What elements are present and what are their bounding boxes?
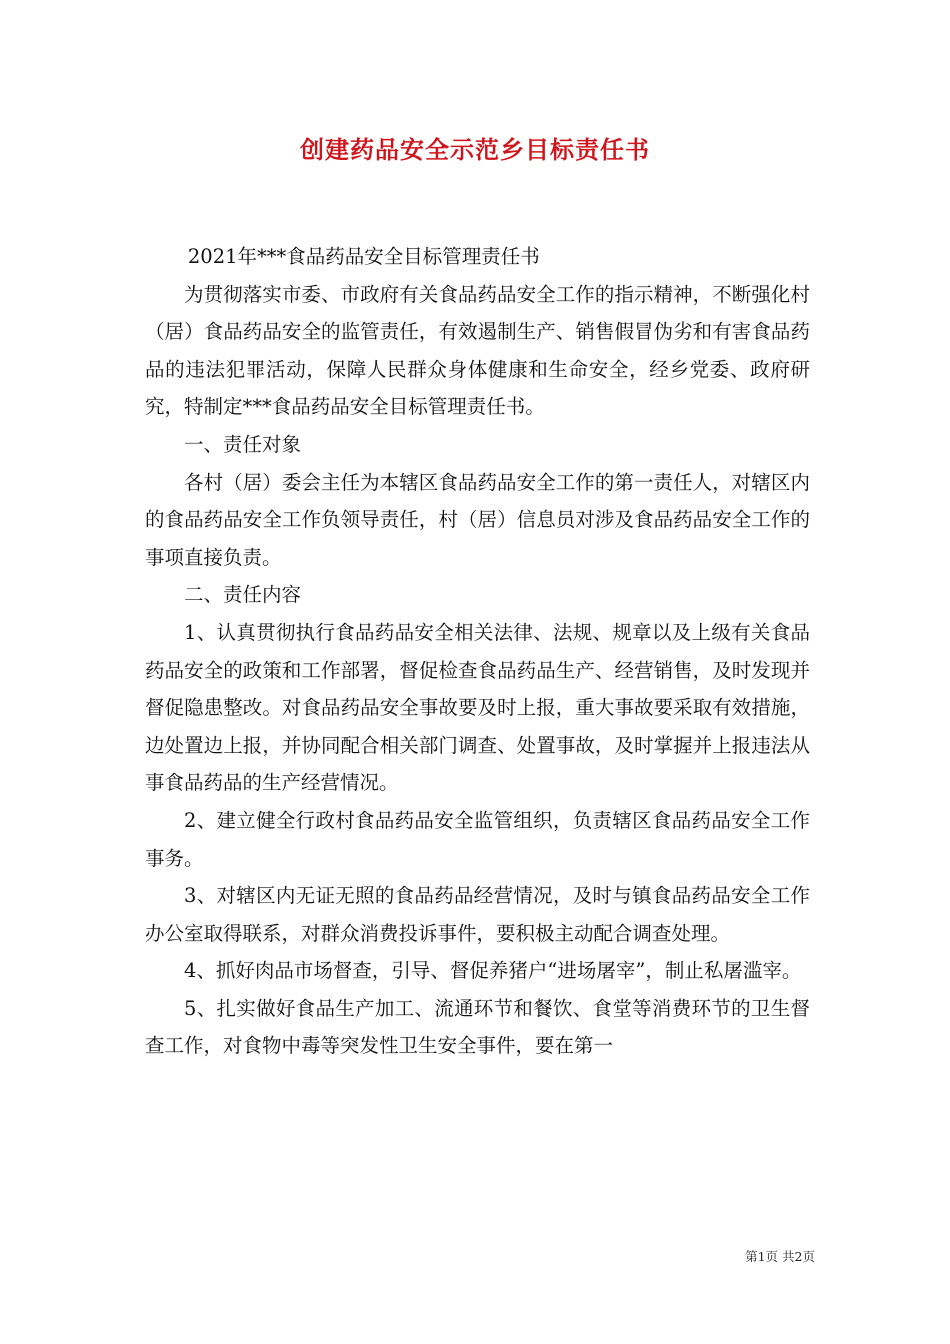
paragraph-intro: 为贯彻落实市委、市政府有关食品药品安全工作的指示精神，不断强化村（居）食品药品安全的监管责任，有效遏制生产、销售假冒伪劣和有害食品药品的违法犯罪活动，保障人民群众身体健康和生命安全，经乡党委、政府研究，特制定***食品药品安全目标管理责任书。: [145, 282, 810, 419]
list-item-1: 1、认真贯彻执行食品药品安全相关法律、法规、规章以及上级有关食品药品安全的政策和工作部署，督促检查食品药品生产、经营销售，及时发现并督促隐患整改。对食品药品安全事故要及时上报，重大事故要采取有效措施，边处置边上报，并协同配合相关部门调查、处置事故，及时掌握并上报违法从事食品药品的生产经营情况。: [145, 620, 810, 795]
page-number: 第1页 共2页: [745, 1249, 815, 1264]
section-heading-2: 二、责任内容: [184, 583, 302, 607]
section-heading-1: 一、责任对象: [184, 432, 302, 456]
paragraph-responsibility-target: 各村（居）委会主任为本辖区食品药品安全工作的第一责任人，对辖区内的食品药品安全工作负领导责任，村（居）信息员对涉及食品药品安全工作的事项直接负责。: [145, 470, 810, 569]
list-item-4: 4、抓好肉品市场督查，引导、督促养猪户“进场屠宰”，制止私屠滥宰。: [184, 959, 802, 983]
list-item-5: 5、扎实做好食品生产加工、流通环节和餐饮、食堂等消费环节的卫生督查工作，对食物中毒等突发性卫生安全事件，要在第一: [145, 996, 810, 1058]
document-body: [145, 238, 810, 1065]
document-subtitle: 2021年***食品药品安全目标管理责任书: [187, 245, 540, 268]
list-item-2: 2、建立健全行政村食品药品安全监管组织，负责辖区食品药品安全工作事务。: [145, 808, 810, 870]
list-item-3: 3、对辖区内无证无照的食品药品经营情况，及时与镇食品药品安全工作办公室取得联系，对群众消费投诉事件，要积极主动配合调查处理。: [145, 884, 810, 945]
document-title: 创建药品安全示范乡目标责任书: [300, 135, 650, 164]
